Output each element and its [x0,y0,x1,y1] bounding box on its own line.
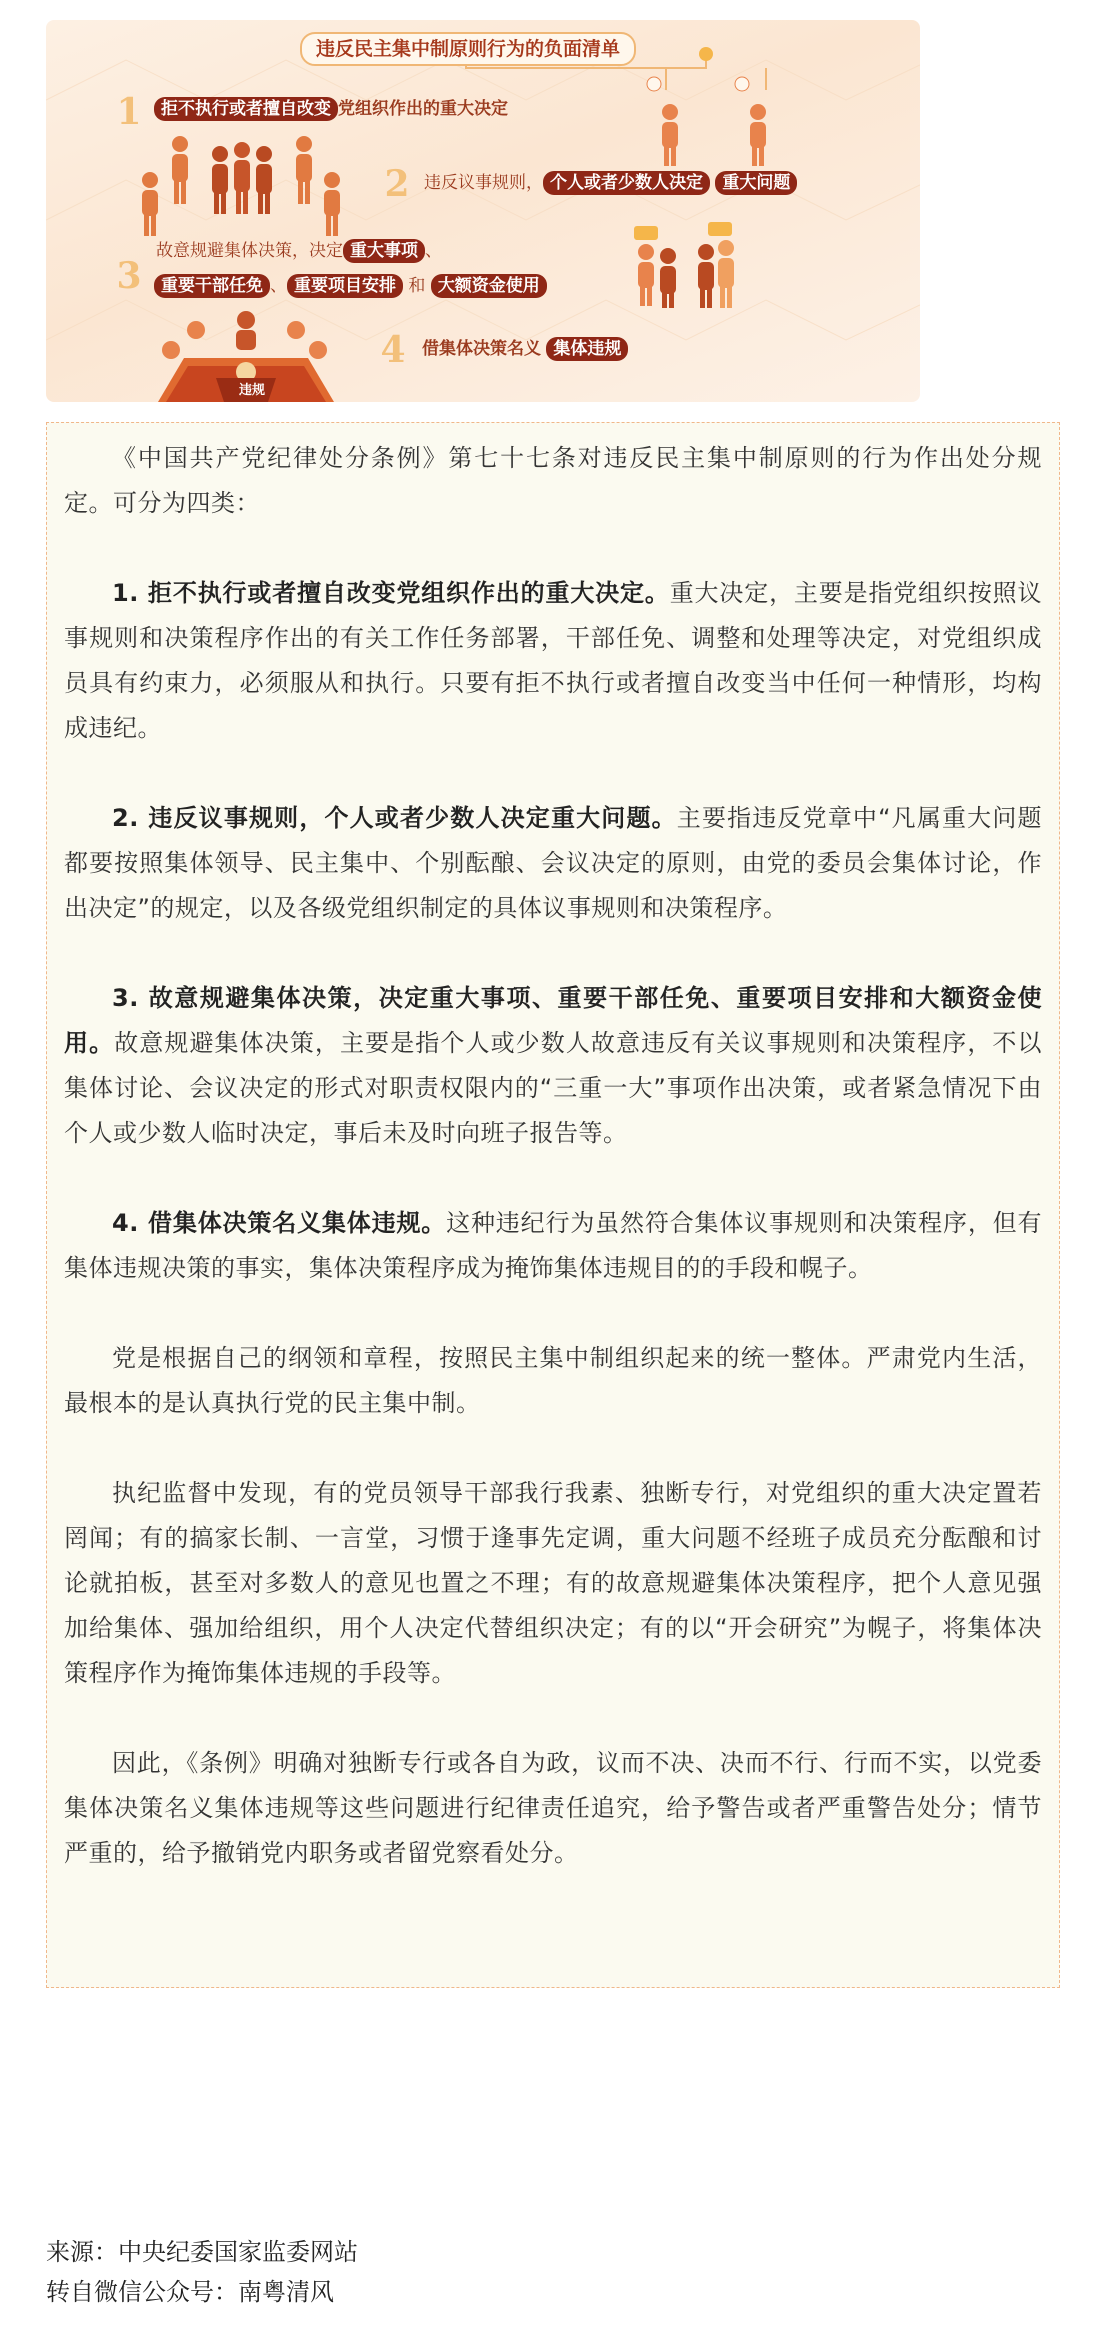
item-3-pill-1: 重大事项 [343,239,425,263]
repost-line: 转自微信公众号：南粤清风 [46,2278,334,2306]
people-group-top-right [647,77,766,166]
point-4-heading: 4. 借集体决策名义集体违规。 [112,1209,447,1237]
point-2-heading: 2. 违反议事规则，个人或者少数人决定重大问题。 [112,804,677,832]
point-1-heading: 1. 拒不执行或者擅自改变党组织作出的重大决定。 [112,579,670,607]
article-point-2 [64,796,1042,931]
item-3-sep-2: 、 [270,276,287,296]
article-paragraph-findings: 执纪监督中发现，有的党员领导干部我行我素、独断专行，对党组织的重大决定置若罔闻；有的搞家长制、一言堂，习惯于逢事先定调，重大问题不经班子成员充分酝酿和讨论就拍板，甚至对多数人的意见也置之不理；有的故意规避集体决策程序，把个人意见强加给集体、强加给组织，用个人决定代替组织决定；有的以“开会研究”为幌子，将集体决策程序作为掩饰集体违规的手段等。 [64,1479,1042,1687]
item-3-and: 和 [408,276,426,296]
item-1-label: 党组织作出的重大决定 [338,99,508,119]
item-3-text-line-1 [156,238,442,264]
source-line: 来源：中央纪委国家监委网站 [46,2238,358,2266]
violation-tag: 违规 [238,383,265,398]
item-3-sep-1: 、 [425,241,442,261]
point-4-body: 这种违纪行为虽然符合集体议事规则和决策程序，但有集体违规决策的事实，集体决策程序成为掩饰集体违规目的的手段和幌子。 [64,1209,1042,1282]
article-point-3 [64,976,1042,1156]
item-4-text [422,336,628,362]
item-3-label: 故意规避集体决策，决定 [156,241,343,261]
item-4-label: 借集体决策名义 [422,339,541,359]
infographic [46,20,920,402]
article-paragraph-conclusion: 因此，《条例》明确对独断专行或各自为政，议而不决、决而不行、行而不实，以党委集体决策名义集体违规等这些问题进行纪律责任追究，给予警告或者严重警告处分；情节严重的，给予撤销党内职务或者留党察看处分。 [64,1749,1042,1867]
item-2-text [424,170,797,196]
people-group-left [142,136,340,236]
infographic-title: 违反民主集中制原则行为的负面清单 [300,32,636,66]
item-4-pill: 集体违规 [546,337,628,361]
article-intro: 《中国共产党纪律处分条例》第七十七条对违反民主集中制原则的行为作出处分规定。可分为四类： [64,444,1042,517]
point-2-body: 主要指违反党章中“凡属重大问题都要按照集体领导、民主集中、个别酝酿、会议决定的原则，由党的委员会集体讨论，作出决定”的规定，以及各级党组织制定的具体议事规则和决策程序。 [64,804,1043,922]
item-number-4: 4 [380,329,406,371]
point-3-heading: 3. 故意规避集体决策，决定重大事项、重要干部任免、重要项目安排和大额资金使用。 [64,984,1042,1057]
item-3-pill-2: 重要干部任免 [154,274,270,298]
item-3-pill-3: 重要项目安排 [287,274,403,298]
article-point-1 [64,571,1042,751]
article-point-4 [64,1201,1042,1291]
item-2-pill-2: 重大问题 [715,171,797,195]
item-2-pill-1: 个人或者少数人决定 [543,171,710,195]
item-3-pill-4: 大额资金使用 [431,274,547,298]
item-number-3: 3 [116,255,142,297]
item-2-label: 违反议事规则， [424,173,543,193]
item-1-text [154,96,508,122]
item-number-1: 1 [116,91,142,133]
item-number-2: 2 [384,163,410,205]
item-1-pill: 拒不执行或者擅自改变 [154,97,338,121]
point-1-body: 重大决定，主要是指党组织按照议事规则和决策程序作出的有关工作任务部署，干部任免、调整和处理等决定，对党组织成员具有约束力，必须服从和执行。只要有拒不执行或者擅自改变当中任何一种情形，均构成违纪。 [64,579,1043,742]
article-paragraph-party: 党是根据自己的纲领和章程，按照民主集中制组织起来的统一整体。严肃党内生活，最根本的是认真执行党的民主集中制。 [64,1344,1042,1417]
item-3-text-line-2 [154,273,547,299]
people-group-right [634,222,734,308]
article-box [46,422,1060,1988]
point-3-body: 故意规避集体决策，主要是指个人或少数人故意违反有关议事规则和决策程序，不以集体讨论、会议决定的形式对职责权限内的“三重一大”事项作出决策，或者紧急情况下由个人或少数人临时决定，事后未及时向班子报告等。 [64,1029,1043,1147]
